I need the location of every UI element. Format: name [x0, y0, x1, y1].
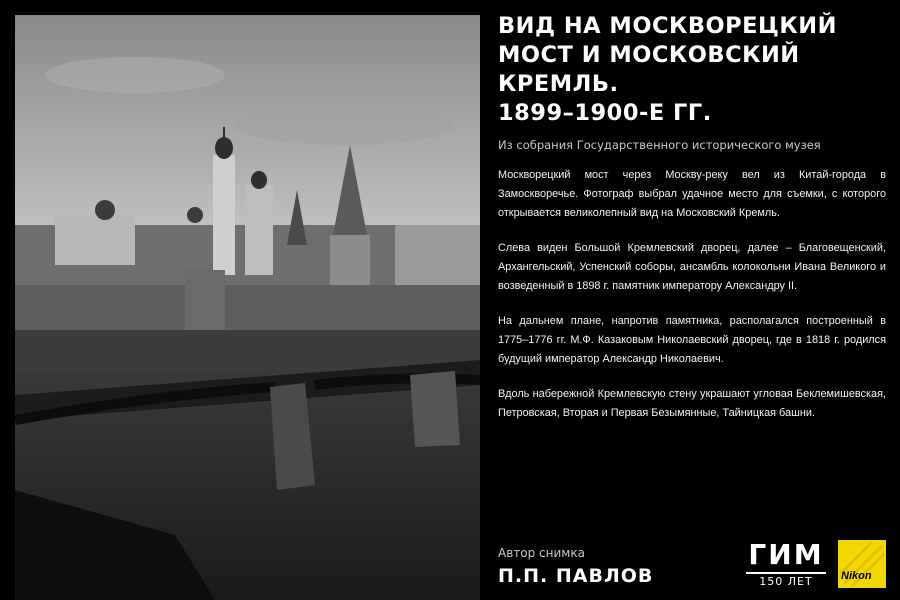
- author-block: [498, 546, 653, 587]
- description-paragraph: На дальнем плане, напротив памятника, располагался построенный в 1775–1776 гг. М.Ф. Казаковым Николаевский дворец, где в 1818 г. родился будущий император Александр Николаевич.: [498, 315, 886, 365]
- kremlin-photo-illustration: [15, 15, 480, 600]
- description-paragraph: Слева виден Большой Кремлевский дворец, далее – Благовещенский, Архангельский, Успенский соборы, ансамбль колокольни Ивана Великого и возведенный в 1898 г. памятник императору Александру II.: [498, 242, 886, 292]
- author-name: П.П. ПАВЛОВ: [498, 565, 654, 587]
- page-title: ВИД НА МОСКВОРЕЦКИЙ МОСТ И МОСКОВСКИЙ КРЕМЛЬ. 1899–1900-Е ГГ.: [498, 13, 837, 126]
- nikon-logo-text: Nikon: [841, 570, 872, 582]
- historical-photo: [15, 15, 480, 600]
- author-label: Автор снимка: [498, 546, 585, 560]
- collection-subtitle: Из собрания Государственного исторического музея: [498, 138, 821, 152]
- description-text: [498, 166, 886, 423]
- gim-logo-text: ГИМ: [748, 538, 824, 571]
- description-paragraph: Москворецкий мост через Москву-реку вел из Китай-города в Замоскворечье. Фотограф выбрал удачное место для съемки, с которого открывается великолепный вид на Московский Кремль.: [498, 169, 886, 219]
- info-panel: [498, 12, 886, 439]
- nikon-logo: [838, 540, 886, 588]
- gim-logo: [746, 538, 826, 588]
- description-paragraph: Вдоль набережной Кремлевскую стену украшают угловая Беклемишевская, Петровская, Вторая и Первая Безымянные, Тайницкая башни.: [498, 388, 886, 419]
- gim-logo-subtext: 150 ЛЕТ: [746, 572, 826, 588]
